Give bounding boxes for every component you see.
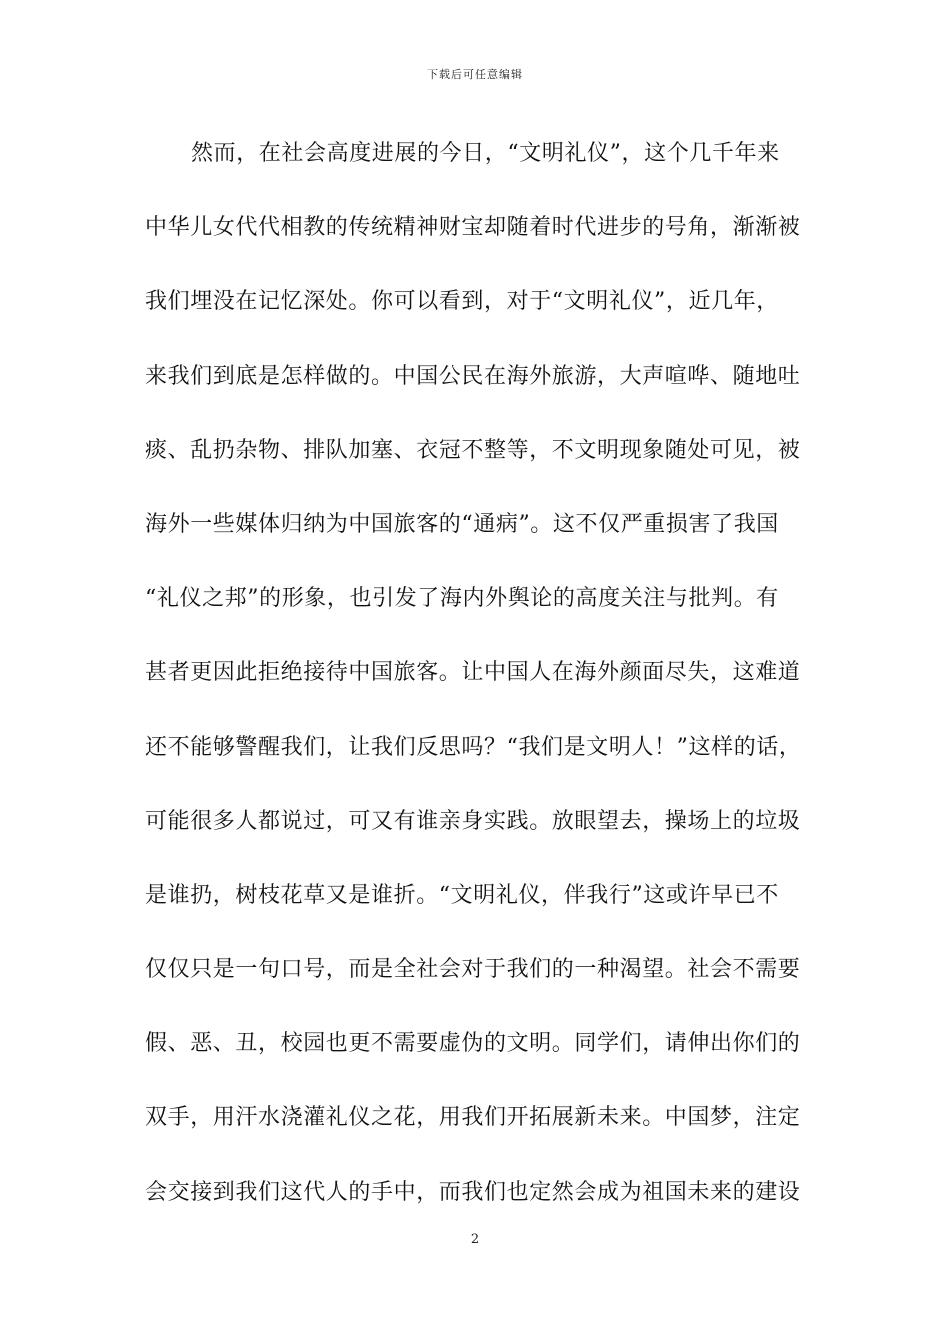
text-line: 还不能够警醒我们，让我们反思吗？“我们是文明人！”这样的话， [145,734,802,760]
text-line: 我们埋没在记忆深处。你可以看到，对于“文明礼仪”，近几年， [145,289,779,315]
text-line: 会交接到我们这代人的手中，而我们也定然会成为祖国未来的建设 [145,1179,801,1205]
text-line: 海外一些媒体归纳为中国旅客的“通病”。这不仅严重损害了我国 [145,511,779,537]
page-header: 下载后可任意编辑 [427,68,523,81]
text-line: 然而，在社会高度进展的今日，“文明礼仪”，这个几千年来 [191,141,780,166]
text-line: “礼仪之邦”的形象，也引发了海内外舆论的高度关注与批判。有 [145,586,779,612]
text-line: 可能很多人都说过，可又有谁亲身实践。放眼望去，操场上的垃圾 [145,808,801,834]
text-line: 双手，用汗水浇灌礼仪之花，用我们开拓展新未来。中国梦，注定 [145,1105,801,1131]
page-number: 2 [470,1232,480,1247]
text-line: 是谁扔，树枝花草又是谁折。“文明礼仪，伴我行”这或许早已不 [145,882,779,908]
text-line: 假、恶、丑，校园也更不需要虚伪的文明。同学们，请伸出你们的 [145,1031,801,1057]
body-text [145,130,825,1243]
text-line: 甚者更因此拒绝接待中国旅客。让中国人在海外颜面尽失，这难道 [145,660,801,686]
text-line: 仅仅只是一句口号，而是全社会对于我们的一种渴望。社会不需要 [145,957,801,983]
text-line: 来我们到底是怎样做的。中国公民在海外旅游，大声喧哗、随地吐 [145,363,801,389]
text-line: 中华儿女代代相教的传统精神财宝却随着时代进步的号角，渐渐被 [145,215,801,241]
text-line: 痰、乱扔杂物、排队加塞、衣冠不整等，不文明现象随处可见，被 [145,437,801,463]
